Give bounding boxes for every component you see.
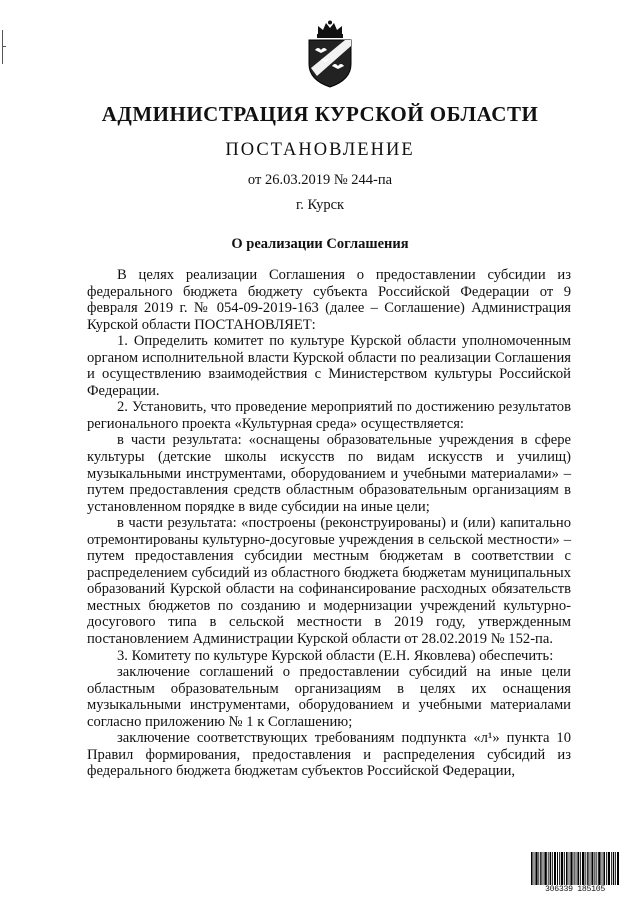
document-date-number: от 26.03.2019 № 244-па (247, 172, 393, 188)
paragraph-item-3: 3. Комитету по культуре Курской области (Е.Н. Яковлева) обеспечить: (117, 647, 554, 664)
document-body (87, 267, 571, 780)
margin-mark (2, 30, 3, 64)
paragraph-item-3-part-1: заключение соглашений о предоставлении субсидий на иные цели областным образовательным организациям в целях их оснащения музыкальными инструментами, оборудованием и учебными материалами согласно приложению № 1 к Соглашению; (87, 664, 571, 730)
paragraph-item-3-part-2: заключение соответствующих требованиям подпункта «л¹» пункта 10 Правил формирования, предоставления и распределения субсидий из федерального бюджета бюджетам субъектов Российской Федерации, (87, 730, 571, 780)
coat-of-arms-icon (305, 20, 355, 88)
paragraph-item-2-part-2: в части результата: «построены (реконструированы) и (или) капитально отремонтированы культурно-досуговые учреждения в сельской местности» – путем предоставления субсидии местным бюджетам в соответствии с распределением субсидий из областного бюджета бюджетам муниципальных образований Курской области на софинансирование расходных обязательств местных бюджетов по созданию и модернизации учреждений культурно-досугового типа в сельской местности в 2019 году, утвержденным постановлением Администрации Курской области от 28.02.2019 № 152-па. (87, 515, 571, 648)
document-city: г. Курск (295, 197, 345, 213)
paragraph-item-2-part-1: в части результата: «оснащены образовательные учреждения в сфере культуры (детские школы искусств по видам искусств и училищ) музыкальными инструментами, оборудованием и учебными материалами» – путем предоставления средств областным образовательным организациям в установленном порядке в виде субсидии на иные цели; (87, 432, 571, 515)
barcode (531, 852, 619, 896)
paragraph-item-1: 1. Определить комитет по культуре Курской области уполномоченным органом исполнительной власти Курской области по реализации Соглашения и осуществлению взаимодействия с Министерством культуры Российской Федерации. (87, 333, 571, 399)
barcode-number: 306339 185105 (545, 885, 605, 894)
document-type: ПОСТАНОВЛЕНИЕ (225, 140, 415, 160)
document-subject: О реализации Соглашения (231, 236, 409, 252)
paragraph-preamble: В целях реализации Соглашения о предоставлении субсидии из федерального бюджета бюджету субъекта Российской Федерации от 9 февраля 2019 г. № 054-09-2019-163 (далее – Соглашение) Администрация Курской области ПОСТАНОВЛЯЕТ: (87, 267, 571, 333)
organization-title: АДМИНИСТРАЦИЯ КУРСКОЙ ОБЛАСТИ (101, 102, 539, 126)
margin-tick (2, 46, 6, 47)
paragraph-item-2: 2. Установить, что проведение мероприятий по достижению результатов регионального проекта «Культурная среда» осуществляется: (87, 399, 571, 432)
barcode-bars (531, 852, 619, 885)
